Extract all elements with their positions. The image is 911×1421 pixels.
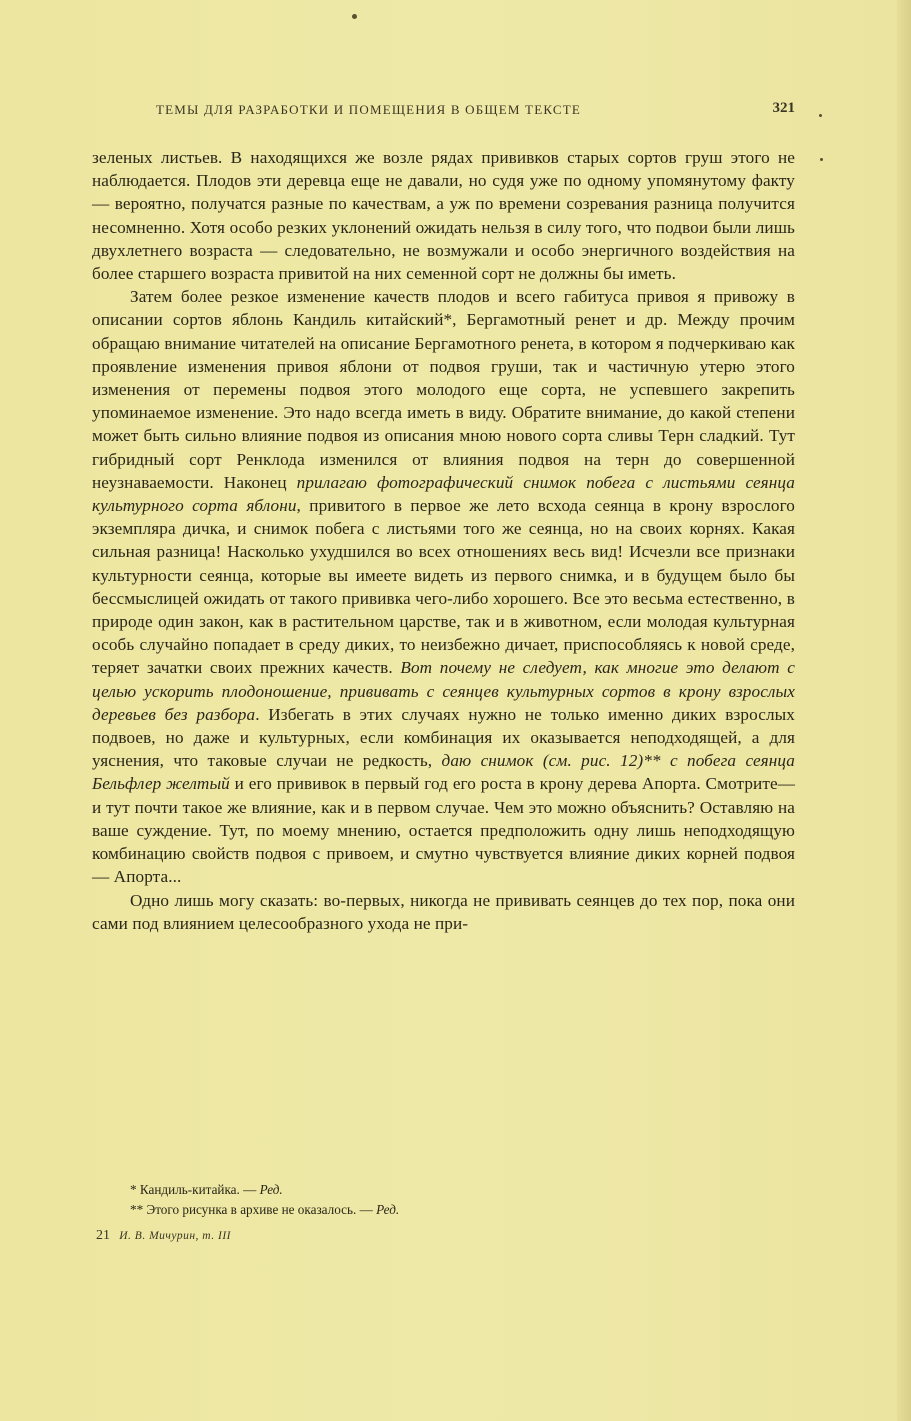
text-run: , привитого в первое же лето всхода сеянца в крону взрослого экземпляра дичка, и снимок побега с листьями того же сеянца, но на своих корнях. Какая сильная разница! Насколько ухудшился во всех отношениях весь вид! Исчезли все признаки культурности сеянца, которые вы имеете видеть из первого снимка, и в будущем было бы бессмыслицей ожидать от такого прививка чего-либо хорошего. Все это весьма естественно, в природе один закон, как в растительном царстве, так и в животном, если молодая культурная особь случайно попадает в среду диких, то неизбежно дичает, приспособляясь к новой среде, теряет зачатки своих прежних качеств.: [92, 496, 795, 678]
ink-speck: [352, 14, 357, 19]
printer-signature: [96, 1227, 231, 1244]
signature-text: И. В. Мичурин, т. III: [119, 1230, 231, 1242]
text-run: Затем более резкое изменение качеств плодов и всего габитуса привоя я привожу в описании сортов яблонь Кандиль китайский*, Бергамотный ренет и др. Между прочим обращаю внимание читателей на описание Бергамотного ренета, в котором я подчеркиваю как проявление изменения привоя яблони от подвоя груши, так и частичную утерю этого изменения от перемены подвоя этого молодого еще сорта, не успевшего закрепить упоминаемое изменение. Это надо всегда иметь в виду. Обратите внимание, до какой степени может быть сильно влияние подвоя из описания мною нового сорта сливы Терн сладкий. Тут гибридный сорт Ренклода изменился от влияния подвоя на терн до совершенной неузнаваемости. Наконец: [92, 287, 795, 492]
italic-run: прилагаю фотографический снимок побега с листьями сеянца культурного сорта яблони: [92, 472, 795, 516]
paragraph-3: Одно лишь могу сказать: во-первых, никогда не прививать сеянцев до тех пор, пока они сами под влиянием целесообразного ухода не при-: [92, 890, 795, 933]
paragraph-1: зеленых листьев. В находящихся же возле рядах прививков старых сортов груш этого не наблюдается. Плодов эти деревца еще не давали, но судя уже по одному упомянутому факту — вероятно, получатся разные по качествам, а уж по времени созревания разница получится несомненно. Хотя особо резких уклонений ожидать нельзя в силу того, что подвои были лишь двухлетнего возраста — следовательно, не возмужали и особо энергичного воздействия на более старшего возраста привитой на них семенной сорт не должны бы иметь.: [92, 148, 795, 284]
paragraph-2: [92, 285, 795, 888]
ink-speck: [820, 158, 823, 161]
italic-run: даю снимок (см. рис. 12)** с побега сеянца Бельфлер желтый: [92, 751, 795, 794]
signature-number: 21: [96, 1228, 110, 1243]
text-run: и его прививок в первый год его роста в крону дерева Апорта. Смотрите— и тут почти такое же влияние, как и в первом случае. Чем это можно объяснить? Оставляю на ваше суждение. Тут, по моему мнению, остается предположить одну лишь неподходящую комбинацию свойств подвоя с привоем, и смутно чувствуется влияние диких корней подвоя — Апорта...: [92, 774, 795, 887]
main-text: [92, 146, 795, 935]
footnotes: [130, 1180, 730, 1220]
text-run: . Избегать в этих случаях нужно не только именно диких взрослых подвоев, но даже и культурных, если комбинация их оказывается неподходящей, а для уяснения, что таковые случаи не редкость,: [92, 704, 795, 771]
running-header: [150, 100, 795, 122]
running-title: ТЕМЫ ДЛЯ РАЗРАБОТКИ И ПОМЕЩЕНИЯ В ОБЩЕМ ТЕКСТЕ: [156, 102, 582, 117]
page-edge-shadow: [897, 0, 911, 1421]
ink-speck: [819, 114, 822, 117]
footnote-2: ** Этого рисунка в архиве не оказалось. — Ред.: [130, 1202, 400, 1217]
footnote-1: * Кандиль-китайка. — Ред.: [130, 1182, 283, 1197]
page-number: 321: [772, 100, 795, 116]
italic-run: Вот почему не следует, как многие это делают с целью ускорить плодоношение, прививать с сеянцев культурных сортов в крону взрослых деревьев без разбора: [92, 658, 795, 724]
